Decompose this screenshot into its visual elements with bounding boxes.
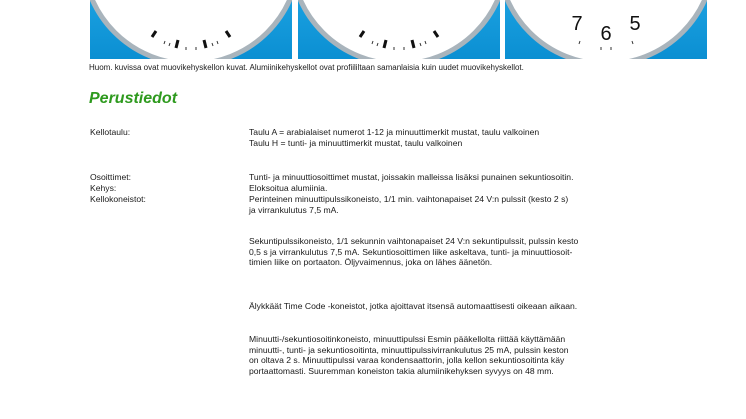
clock-numeral-5: 5 — [629, 13, 641, 35]
text-line: ja virrankulutus 7,5 mA. — [249, 204, 339, 215]
clock-photo-2 — [298, 0, 500, 59]
image-caption: Huom. kuvissa ovat muovikehyskellon kuvat. Alumiinikehyskellot ovat profiililtaan samanlaisia kuin uudet muovikehyskellot. — [89, 63, 524, 72]
text-line: minuutti-, tunti- ja sekuntiosoitinta, minuuttipulssivirrankulutus 25 mA, pulssin keston — [249, 344, 569, 355]
text-line: Perinteinen minuuttipulssikoneisto, 1/1 min. vaihtonapaiset 24 V:n pulssit (kesto 2 s) — [249, 194, 569, 204]
value-osoittimet: Tunti- ja minuuttiosoittimet mustat, joissakin malleissa lisäksi punainen sekuntiosoitin. — [249, 172, 574, 182]
hour-mark — [412, 40, 414, 48]
label-kellotaulu: Kellotaulu: — [90, 127, 131, 137]
kellokoneistot-paragraph-4 — [249, 334, 709, 376]
text-line: Sekuntipulssikoneisto, 1/1 sekunnin vaihtonapaiset 24 V:n sekuntipulssit, pulssin kesto — [249, 236, 579, 246]
clock-photo-3 — [505, 0, 707, 59]
hour-mark — [384, 40, 386, 48]
kellotaulu-line-2: Taulu H = tunti- ja minuuttimerkit mustat, taulu valkoinen — [249, 137, 463, 148]
text-line: Minuutti-/sekuntiosoitinkoneisto, minuuttipulssi Esmin pääkellolta riittää käyttämään — [249, 334, 566, 344]
text-line: Älykkäät Time Code -koneistot, jotka ajoittavat itsensä automaattisesti oikeaan aikaan. — [249, 301, 578, 311]
text-line: timien liike on portaaton. Öljyvaimennus, joka on lähes äänetön. — [249, 257, 493, 268]
clock-numeral-6: 6 — [600, 23, 612, 45]
value-kehys: Eloksoitua alumiinia. — [249, 183, 328, 193]
label-kehys: Kehys: — [90, 183, 117, 193]
kellokoneistot-paragraph-2 — [249, 236, 709, 268]
label-kellokoneistot: Kellokoneistot: — [90, 194, 146, 204]
clock-face-3 — [505, 0, 707, 59]
clock-photo-1 — [90, 0, 292, 59]
text-line: portaattomasti. Suuremman koneiston takia alumiinikehyksen syvyys on 48 mm. — [249, 365, 554, 376]
hour-mark — [204, 40, 206, 48]
clock-numeral-7: 7 — [571, 13, 583, 35]
text-line: 0,5 s ja virrankulutus 7,5 mA. Sekuntiosoittimen liike askeltava, tunti- ja minuuttiosoit- — [249, 246, 573, 257]
kellotaulu-line-1: Taulu A = arabialaiset numerot 1-12 ja minuuttimerkit mustat, taulu valkoinen — [249, 127, 540, 137]
clock-face-2 — [298, 0, 500, 59]
kellokoneistot-paragraph-1 — [249, 194, 709, 215]
kellokoneistot-paragraph-3 — [249, 301, 709, 312]
value-kellotaulu — [249, 127, 709, 148]
hour-mark — [176, 40, 178, 48]
text-line: on oltava 2 s. Minuuttipulssi varaa kondensaattorin, jolla kellon sekuntiosoitinta käy — [249, 355, 565, 366]
section-heading: Perustiedot — [89, 90, 178, 107]
clock-face-1 — [90, 0, 292, 59]
label-osoittimet: Osoittimet: — [90, 172, 132, 182]
